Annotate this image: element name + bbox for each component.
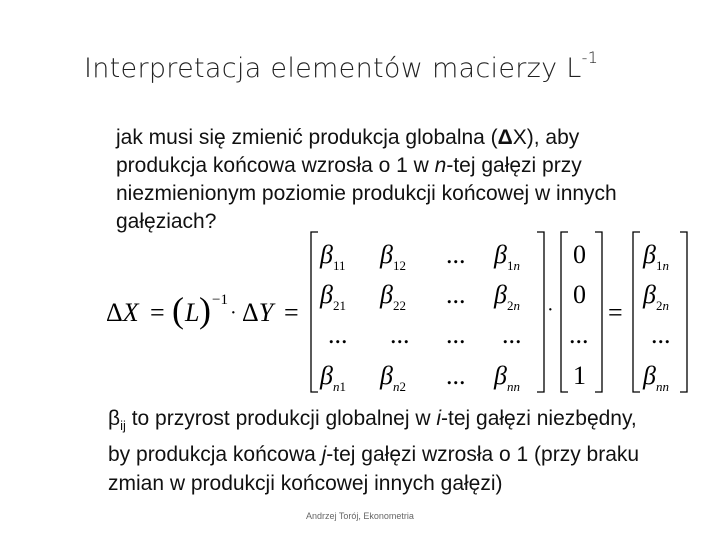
result-cell: $\beta_{1n}$ bbox=[643, 240, 669, 273]
matrix-cell: ... bbox=[446, 280, 466, 309]
slide-title: Interpretacja elementów macierzy $L^{-1}$ bbox=[84, 48, 599, 84]
vector-bracket-left bbox=[561, 232, 568, 392]
dot-operator: · bbox=[547, 299, 554, 321]
vector-cell: ... bbox=[569, 320, 589, 349]
matrix-cell: ... bbox=[446, 240, 466, 269]
matrix-cell: $\beta_{21}$ bbox=[320, 280, 346, 313]
question-line: gałęziach? bbox=[116, 210, 217, 233]
matrix-L: L bbox=[185, 298, 200, 327]
question-line: jak musi się zmienić produkcja globalna (ΔX), aby bbox=[116, 126, 580, 149]
matrix-cell: ... bbox=[328, 320, 348, 349]
matrix-cell: $\beta_{2n}$ bbox=[494, 280, 520, 313]
matrix-cell: $\beta_{nn}$ bbox=[494, 361, 520, 394]
title-superscript: -1 bbox=[581, 48, 599, 67]
definition-line: by produkcja końcowa j-tej gałęzi wzrosła o 1 (przy braku bbox=[108, 443, 640, 467]
matrix-cell: $\beta_n1$ bbox=[320, 361, 346, 394]
result-bracket-right bbox=[680, 232, 687, 392]
question-line: niezmienionym poziomie produkcji końcowej w innych bbox=[116, 182, 617, 205]
equals-sign: = bbox=[284, 298, 299, 327]
matrix-cell: ... bbox=[446, 361, 466, 390]
delta-y: ΔY bbox=[242, 298, 274, 327]
matrix-cell: $\beta_{12}$ bbox=[380, 240, 406, 273]
matrix-bracket-left bbox=[311, 232, 318, 392]
definition-line: $\beta_{ij}$ to przyrost produkcji globalnej w i-tej gałęzi niezbędny, bbox=[108, 407, 637, 434]
delta-x: ΔX bbox=[106, 298, 139, 327]
matrix-cell: $\beta_{11}$ bbox=[320, 240, 346, 273]
footer-author: Andrzej Torój, Ekonometria bbox=[306, 511, 414, 521]
definition-line: zmian w produkcji końcowej innych gałęzi) bbox=[108, 472, 503, 496]
dot-operator: · bbox=[230, 302, 237, 324]
matrix-cell: ... bbox=[390, 320, 410, 349]
paren-close: ) bbox=[199, 290, 211, 330]
result-cell: $\beta_{2n}$ bbox=[643, 280, 669, 313]
matrix-cell: $\beta_n2$ bbox=[380, 361, 406, 394]
question-line: produkcja końcowa wzrosła o 1 w n-tej gałęzi przy bbox=[116, 154, 582, 177]
vector-cell: 0 bbox=[573, 240, 586, 269]
vector-cell: 0 bbox=[573, 280, 586, 309]
matrix-bracket-right bbox=[537, 232, 544, 392]
vector-bracket-right bbox=[595, 232, 602, 392]
matrix-cell: $\beta_{1n}$ bbox=[494, 240, 520, 273]
equals-sign: = bbox=[150, 298, 165, 327]
matrix-cell: ... bbox=[446, 320, 466, 349]
matrix-cell: $\beta_{22}$ bbox=[380, 280, 406, 313]
inverse-exponent: −1 bbox=[212, 292, 228, 308]
result-cell: ... bbox=[651, 320, 671, 349]
result-bracket-left bbox=[633, 232, 640, 392]
result-cell: $\beta_{nn}$ bbox=[643, 361, 669, 394]
paren-open: ( bbox=[172, 290, 184, 330]
equals-sign: = bbox=[608, 298, 623, 327]
vector-cell: 1 bbox=[573, 361, 586, 390]
matrix-cell: ... bbox=[502, 320, 522, 349]
definition-text bbox=[108, 404, 720, 498]
